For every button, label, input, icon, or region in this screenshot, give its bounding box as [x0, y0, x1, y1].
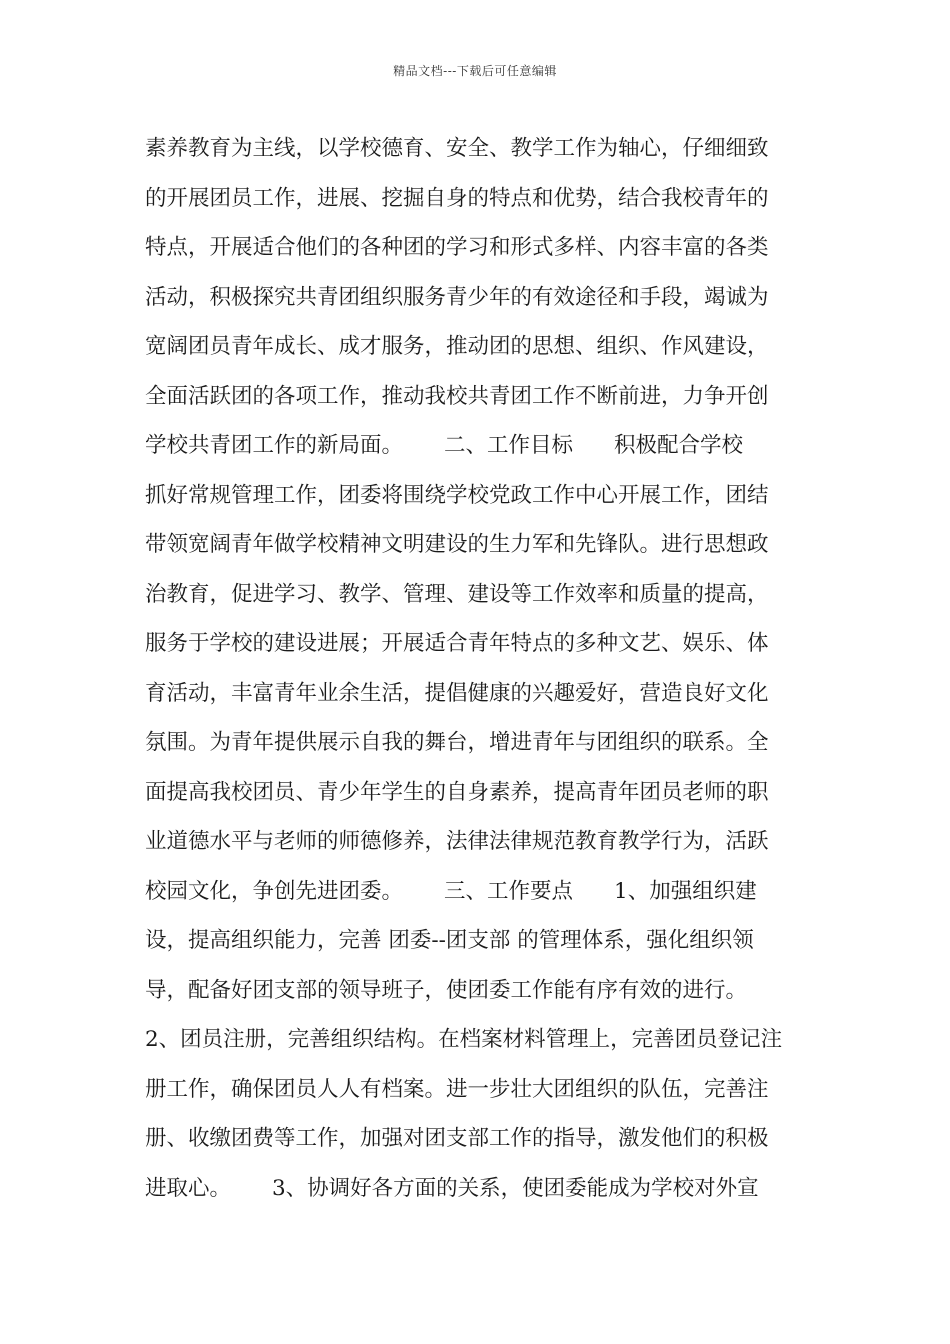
text-line: 业道德水平与老师的师德修养，法律法律规范教育教学行为，活跃	[145, 829, 769, 854]
text-line: 全面活跃团的各项工作，推动我校共青团工作不断前进，力争开创	[145, 383, 769, 409]
text-line: 面提高我校团员、青少年学生的自身素养，提高青年团员老师的职	[145, 779, 769, 805]
text-line: 校园文化，争创先进团委。 三、工作要点 1、加强组织建	[145, 878, 757, 904]
text-line: 宽阔团员青年成长、成才服务，推动团的思想、组织、作风建设，	[145, 334, 769, 359]
text-line: 学校共青团工作的新局面。 二、工作目标 积极配合学校	[145, 433, 744, 458]
text-line: 素养教育为主线，以学校德育、安全、教学工作为轴心，仔细细致	[145, 136, 769, 161]
text-line: 特点，开展适合他们的各种团的学习和形式多样、内容丰富的各类	[145, 235, 769, 260]
body-text	[145, 124, 810, 1213]
text-line: 育活动，丰富青年业余生活，提倡健康的兴趣爱好，营造良好文化	[145, 680, 769, 706]
text-line: 活动，积极探究共青团组织服务青少年的有效途径和手段，竭诚为	[145, 284, 769, 310]
text-line: 服务于学校的建设进展；开展适合青年特点的多种文艺、娱乐、体	[145, 631, 769, 656]
text-line: 抓好常规管理工作，团委将围绕学校党政工作中心开展工作，团结	[145, 482, 769, 508]
text-line: 氛围。为青年提供展示自我的舞台，增进青年与团组织的联系。全	[145, 730, 769, 755]
text-line: 进取心。 3、协调好各方面的关系，使团委能成为学校对外宣	[145, 1175, 759, 1201]
text-line: 2、团员注册，完善组织结构。在档案材料管理上，完善团员登记注	[145, 1027, 783, 1052]
page-header: 精品文档---下载后可任意编辑	[393, 64, 557, 78]
text-line: 导，配备好团支部的领导班子，使团委工作能有序有效的进行。	[145, 977, 748, 1003]
text-line: 册、收缴团费等工作，加强对团支部工作的指导，激发他们的积极	[145, 1126, 769, 1151]
text-line: 治教育，促进学习、教学、管理、建设等工作效率和质量的提高，	[145, 581, 769, 607]
text-line: 的开展团员工作，进展、挖掘自身的特点和优势，结合我校青年的	[145, 185, 769, 211]
text-line: 册工作，确保团员人人有档案。进一步壮大团组织的队伍，完善注	[145, 1076, 769, 1102]
text-line: 设，提高组织能力，完善 团委--团支部 的管理体系，强化组织领	[145, 928, 754, 953]
text-line: 带领宽阔青年做学校精神文明建设的生力军和先锋队。进行思想政	[145, 532, 769, 557]
